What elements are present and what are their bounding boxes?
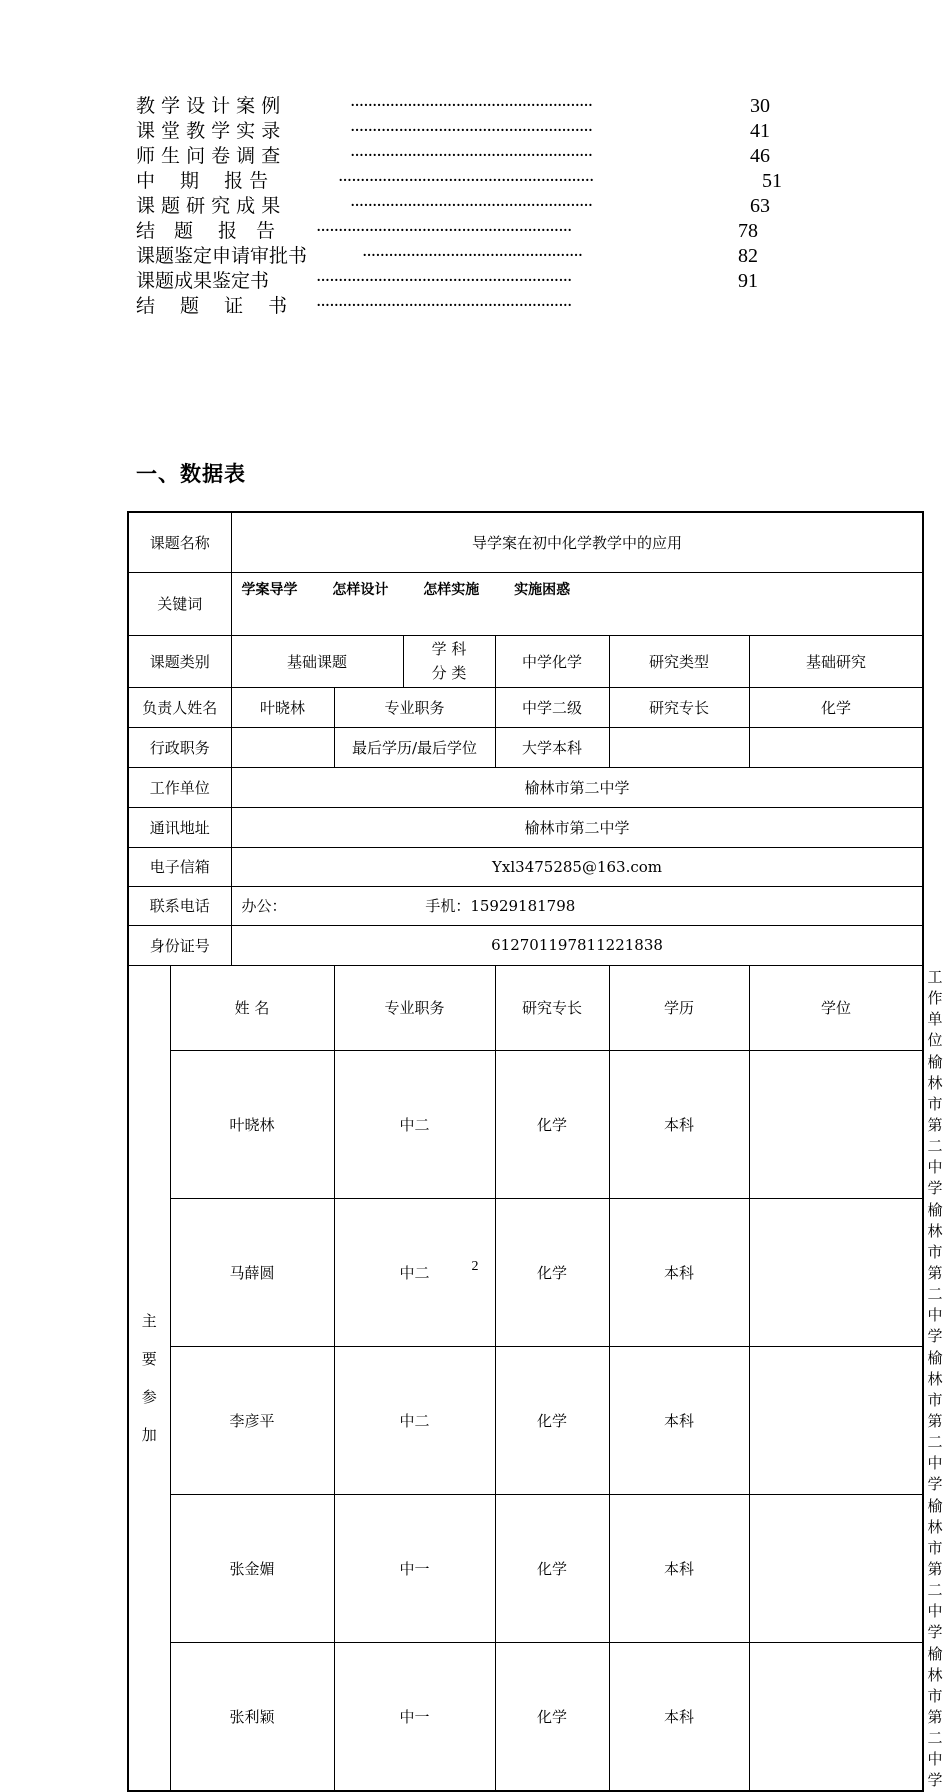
member-education: 本科	[609, 1494, 749, 1642]
title-value: 中学二级	[495, 687, 609, 727]
page-number: 2	[471, 1259, 479, 1274]
admin-value	[231, 727, 334, 767]
member-title: 中二	[334, 1050, 495, 1198]
toc-entry[interactable]	[136, 244, 816, 269]
member-education: 本科	[609, 1642, 749, 1791]
table-of-contents	[136, 94, 816, 319]
member-row: 张金媚 中一 化学 本科 榆林市第二中学	[128, 1494, 923, 1642]
member-name: 叶晓林	[170, 1050, 334, 1198]
work-unit-label: 工作单位	[128, 767, 231, 807]
member-education: 本科	[609, 1050, 749, 1198]
toc-entry-title: 教 学 设 计 案 例	[136, 95, 281, 117]
toc-entry-page: 78	[738, 220, 758, 242]
member-specialty: 化学	[495, 1198, 609, 1346]
member-education: 本科	[609, 1346, 749, 1494]
phone-value	[231, 886, 923, 925]
toc-entry-title: 师 生 问 卷 调 查	[136, 145, 281, 167]
toc-entry-title: 课 堂 教 学 实 录	[136, 120, 281, 142]
category-row	[128, 635, 923, 687]
member-specialty: 化学	[495, 1642, 609, 1791]
member-row: 张利颖 中一 化学 本科 榆林市第二中学	[128, 1642, 923, 1791]
project-data-table	[127, 511, 943, 1792]
member-name: 张利颖	[170, 1642, 334, 1791]
office-phone-label: 办公：	[241, 897, 287, 915]
members-side-label	[128, 965, 170, 1791]
specialty-value: 化学	[749, 687, 923, 727]
id-label: 身份证号	[128, 925, 231, 965]
member-name: 马薛圆	[170, 1198, 334, 1346]
specialty-label: 研究专长	[609, 687, 749, 727]
toc-entry-page: 51	[762, 170, 782, 192]
subject-label-line: 学 科	[431, 640, 467, 658]
toc-entry[interactable]	[136, 144, 816, 169]
toc-entry-title: 中 期 报 告	[136, 170, 269, 192]
toc-entry-title: 结 题 证 书	[136, 295, 288, 317]
member-title: 中一	[334, 1494, 495, 1642]
toc-leader-dots: ·······················································	[350, 146, 593, 166]
toc-leader-dots: ··················································	[362, 246, 583, 266]
keyword: 实施困惑	[514, 581, 571, 598]
id-row	[128, 925, 923, 965]
toc-leader-dots: ··························································	[338, 171, 594, 191]
toc-entry-page: 46	[750, 145, 770, 167]
leader-row	[128, 687, 923, 727]
title-label: 专业职务	[334, 687, 495, 727]
subject-label	[403, 635, 495, 687]
member-header: 专业职务	[334, 965, 495, 1050]
toc-leader-dots: ·······················································	[350, 121, 593, 141]
keyword: 学案导学	[241, 581, 298, 598]
member-specialty: 化学	[495, 1050, 609, 1198]
member-name: 张金媚	[170, 1494, 334, 1642]
member-degree	[749, 1346, 923, 1494]
members-side-char: 加	[141, 1425, 157, 1444]
topic-name-label: 课题名称	[128, 512, 231, 572]
toc-entry[interactable]	[136, 269, 816, 294]
leader-label: 负责人姓名	[128, 687, 231, 727]
mobile-phone: 手机：15929181798	[425, 897, 576, 915]
education-label: 最后学历/最后学位	[334, 727, 495, 767]
toc-entry[interactable]	[136, 219, 816, 244]
toc-entry[interactable]	[136, 194, 816, 219]
member-degree	[749, 1642, 923, 1791]
member-row: 李彦平 中二 化学 本科 榆林市第二中学	[128, 1346, 923, 1494]
email-value: Yxl3475285@163.com	[231, 847, 923, 886]
research-type-label: 研究类型	[609, 635, 749, 687]
toc-entry[interactable]	[136, 294, 816, 319]
toc-entry-page: 82	[738, 245, 758, 267]
section-heading: 一、数据表	[136, 462, 246, 486]
member-degree	[749, 1494, 923, 1642]
keywords-row	[128, 572, 923, 635]
email-label: 电子信箱	[128, 847, 231, 886]
members-side-char: 参	[141, 1387, 157, 1406]
toc-leader-dots: ··························································	[316, 221, 572, 241]
work-unit-value: 榆林市第二中学	[231, 767, 923, 807]
keywords-value	[231, 572, 923, 635]
toc-leader-dots: ·······················································	[350, 196, 593, 216]
toc-entry-title: 课题成果鉴定书	[136, 270, 270, 292]
member-title: 中一	[334, 1642, 495, 1791]
member-row: 马薛圆 中二 化学 本科 榆林市第二中学	[128, 1198, 923, 1346]
address-value: 榆林市第二中学	[231, 807, 923, 847]
toc-entry-title: 课题鉴定申请审批书	[136, 245, 308, 267]
topic-name-row	[128, 512, 923, 572]
member-specialty: 化学	[495, 1494, 609, 1642]
phone-row	[128, 886, 923, 925]
empty-cell	[749, 727, 923, 767]
toc-leader-dots: ··························································	[316, 271, 572, 291]
work-unit-row	[128, 767, 923, 807]
member-education: 本科	[609, 1198, 749, 1346]
category-label: 课题类别	[128, 635, 231, 687]
toc-entry-page: 91	[738, 270, 758, 292]
members-side-char: 要	[141, 1349, 157, 1368]
member-title: 中二	[334, 1346, 495, 1494]
toc-entry-page: 63	[750, 195, 770, 217]
toc-leader-dots: ·······················································	[350, 96, 593, 116]
toc-entry[interactable]	[136, 169, 816, 194]
member-specialty: 化学	[495, 1346, 609, 1494]
topic-name-value: 导学案在初中化学教学中的应用	[231, 512, 923, 572]
toc-entry-page: 41	[750, 120, 770, 142]
keyword: 怎样实施	[423, 581, 480, 598]
member-degree	[749, 1050, 923, 1198]
member-row: 叶晓林 中二 化学 本科 榆林市第二中学	[128, 1050, 923, 1198]
category-value: 基础课题	[231, 635, 403, 687]
member-header: 学历	[609, 965, 749, 1050]
id-value: 612701197811221838	[231, 925, 923, 965]
admin-label: 行政职务	[128, 727, 231, 767]
toc-entry[interactable]	[136, 119, 816, 144]
empty-cell	[609, 727, 749, 767]
keyword: 怎样设计	[332, 581, 389, 598]
members-side-char: 主	[141, 1311, 157, 1330]
subject-value: 中学化学	[495, 635, 609, 687]
email-row	[128, 847, 923, 886]
toc-entry-page: 30	[750, 95, 770, 117]
keywords-label: 关键词	[128, 572, 231, 635]
address-label: 通讯地址	[128, 807, 231, 847]
toc-entry-title: 结 题 报 告	[136, 220, 276, 242]
toc-entry[interactable]	[136, 94, 816, 119]
leader-value: 叶晓林	[231, 687, 334, 727]
members-header-row: 主 要 参 加 姓 名 专业职务 研究专长 学历 学位 工 作 单 位	[128, 965, 923, 1050]
address-row	[128, 807, 923, 847]
member-header: 学位	[749, 965, 923, 1050]
subject-label-line: 分 类	[431, 664, 467, 682]
member-title: 中二	[334, 1198, 495, 1346]
toc-entry-title: 课 题 研 究 成 果	[136, 195, 281, 217]
member-header: 姓 名	[170, 965, 334, 1050]
member-header: 研究专长	[495, 965, 609, 1050]
toc-leader-dots: ··························································	[316, 296, 572, 316]
research-type-value: 基础研究	[749, 635, 923, 687]
phone-label: 联系电话	[128, 886, 231, 925]
education-value: 大学本科	[495, 727, 609, 767]
member-name: 李彦平	[170, 1346, 334, 1494]
admin-row	[128, 727, 923, 767]
